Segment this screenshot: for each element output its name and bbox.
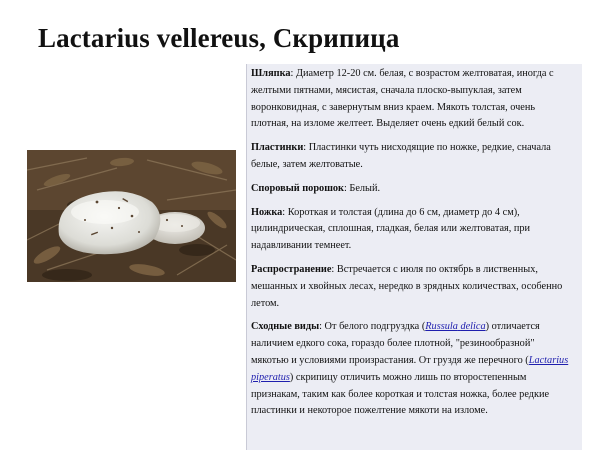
section-text: : Пластинки чуть нисходящие по ножке, редкие, сначала белые, затем желтоватые. xyxy=(251,142,551,170)
section-distribution xyxy=(251,262,574,312)
section-spore-print xyxy=(251,181,574,198)
mushroom-photo xyxy=(27,150,236,282)
section-text: : Короткая и толстая (длина до 6 см, диаметр до 4 см), цилиндрическая, сплошная, гладкая, белая или желтоватая, при надавливании темнеет. xyxy=(251,206,531,252)
section-label: Шляпка xyxy=(251,68,291,79)
section-label: Ножка xyxy=(251,206,283,218)
link-text-species[interactable]: piperatus xyxy=(251,371,290,383)
section-similar xyxy=(251,319,574,420)
mushroom-photo-graphic xyxy=(27,150,236,282)
page-title: Lactarius vellereus, Скрипица xyxy=(38,23,400,53)
section-text: : От белого подгруздка ( xyxy=(319,321,426,333)
section-label: Споровый порошок xyxy=(251,182,344,194)
link-russula-delica[interactable] xyxy=(425,321,485,332)
link-text-genus[interactable]: Lactarius xyxy=(528,354,569,366)
link-text-genus[interactable]: Russula xyxy=(425,321,458,333)
description-panel xyxy=(246,64,582,450)
section-text: : Встречается с июля по октябрь в лиственных, мешанных и хвойных лесах, нередко в зрядных количествах, особенно летом. xyxy=(251,263,563,309)
section-label: Сходные виды xyxy=(251,321,320,333)
section-label: Распространение xyxy=(251,263,332,275)
section-gills xyxy=(251,140,574,174)
section-cap xyxy=(251,66,574,133)
section-text: ) скрипицу отличить можно лишь по второстепенным признакам, таким как более короткая и толстая ножка, более редкие пластинки и некоторое пожелтение мякоти на изломе. xyxy=(251,371,550,417)
section-stem xyxy=(251,205,574,255)
section-text: : Диаметр 12-20 см. белая, с возрастом желтоватая, иногда с желтыми пятнами, мясистая, сначала плоско-выпуклая, затем воронковидная, с завернутым вниз краем. Мякоть толстая, очень плотная, на изломе желтеет. Выделяет очень едкий белый сок. xyxy=(251,68,554,130)
link-text-species[interactable]: delica xyxy=(460,321,486,333)
section-label: Пластинки xyxy=(251,142,304,154)
section-text: : Белый. xyxy=(343,182,381,194)
section-text: ) отличается наличием едкого сока, гораздо более плотной, "резинообразной" мякотью и условиями произрастания. От груздя же перечного ( xyxy=(251,321,540,366)
